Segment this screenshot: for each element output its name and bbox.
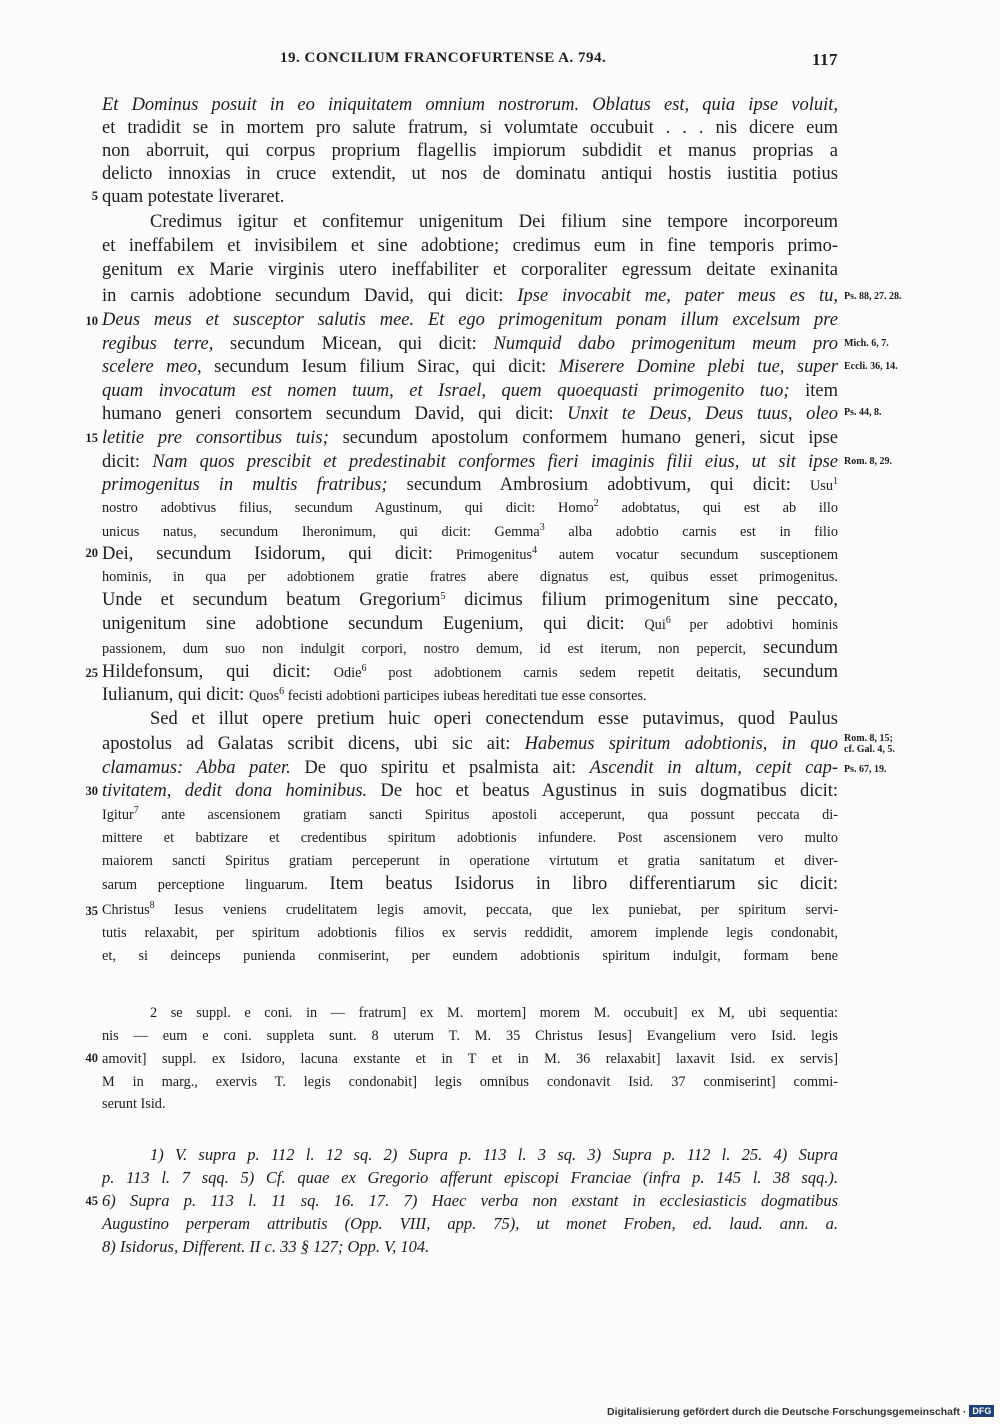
line-number: 20 [85, 546, 98, 560]
quotation: Unxit te Deus, Deus tuus, oleo [567, 404, 838, 424]
text-span: Dei, secundum Isidorum, qui dicit: [102, 544, 456, 564]
quotation: Nam quos prescibit et predestinabit conformes fieri imaginis filii eius, ut sit ipse [152, 452, 838, 472]
footnote-mark: 5 [440, 591, 446, 602]
text-line [102, 427, 838, 449]
quotation: clamamus: Abba pater. [102, 758, 291, 778]
quotation: Miserere Domine plebi tue, super [558, 357, 839, 377]
digitization-credit [607, 1405, 994, 1418]
text-line: genitum ex Marie virginis utero ineffabiliter et corporaliter egressum deitate exinanita [102, 260, 838, 280]
quotation: tivitatem, dedit dona hominibus. [102, 781, 368, 801]
margin-reference: Ps. 44, 8. [844, 407, 882, 418]
small-quote: Primogenitus [455, 547, 533, 563]
text-span: Igitur [102, 807, 134, 823]
margin-reference: Ps. 88, 27. 28. [844, 291, 902, 302]
line-number: 35 [85, 904, 98, 918]
quotation: scelere meo, [102, 357, 202, 377]
text-span: Homo [558, 500, 594, 516]
text-line [102, 543, 838, 565]
line-number: 10 [85, 314, 98, 328]
margin-reference: Ps. 67, 19. [844, 764, 887, 775]
text-line: delicto innoxias in cruce extendit, ut nos de dominatu antiqui hostis iustitia potius [102, 164, 838, 184]
text-line [102, 403, 838, 425]
line-number: 25 [85, 666, 98, 680]
footnote-mark: 7 [133, 805, 139, 816]
text-span: Item beatus Isidorus in libro differentiarum sic dicit: [307, 874, 838, 894]
footnote-mark: 1 [833, 476, 838, 487]
text-line [102, 497, 838, 519]
text-span: secundum Micean, qui dicit: [213, 334, 494, 354]
text-span: dicit: [102, 452, 153, 472]
text-span: secundum [762, 638, 838, 658]
small-quote: fecisti adobtioni participes iubeas hereditati tue esse consortes. [284, 688, 647, 704]
text-span: secundum [762, 662, 838, 682]
page-number: 117 [811, 50, 838, 69]
text-line: Deus meus et susceptor salutis mee. Et ego primogenitum ponam illum excelsum pre [102, 310, 838, 330]
text-span: Christus [102, 902, 150, 918]
text-span: unicus natus, secundum Iheronimum, qui dicit: [102, 524, 495, 540]
text-span: secundum Ambrosium adobtivum, qui dicit: [387, 475, 810, 495]
text-line [102, 757, 838, 779]
line-number: 30 [85, 784, 98, 798]
margin-reference: cf. Gal. 4, 5. [844, 744, 895, 755]
text-line [102, 684, 838, 706]
margin-reference: Eccli. 36, 14. [844, 361, 898, 372]
text-line [102, 333, 838, 355]
note-line: 8) Isidorus, Different. II c. 33 § 127; Opp. V, 104. [102, 1237, 430, 1256]
small-quote: Quos [248, 688, 280, 704]
text-span: secundum Iesum filium Sirac, qui dicit: [201, 357, 559, 377]
small-quote: post adobtionem carnis sedem repetit deitatis, [366, 665, 763, 681]
text-span: De quo spiritu et psalmista ait: [290, 758, 590, 778]
dfg-logo: DFG [969, 1405, 994, 1417]
text-line [102, 637, 838, 659]
text-line [102, 520, 838, 542]
note-line: Augustino perperam attributis (Opp. VIII, app. 75), ut monet Froben, ed. laud. ann. a. [102, 1214, 838, 1233]
footnote-mark: 8 [149, 900, 155, 911]
apparatus-line: M in marg., exervis T. legis condonabit] legis omnibus condonavit Isid. 37 conmiserint] commi- [102, 1074, 838, 1090]
small-quote: Usu [809, 478, 833, 494]
footnote-mark: 6 [361, 663, 367, 674]
text-line [102, 804, 838, 826]
text-span: Hildefonsum, qui dicit: [102, 662, 334, 682]
text-span: alba adobtio carnis est in filio [544, 524, 838, 540]
text-line [102, 451, 838, 473]
text-span: item [789, 381, 839, 401]
quotation: letitie pre consortibus tuis; [102, 428, 329, 448]
text-line: Sed et illut opere pretium huic operi conectendum esse putavimus, quod Paulus [150, 709, 838, 729]
footnote-mark: 6 [665, 615, 671, 626]
text-span: in carnis adobtione secundum David, qui dicit: [102, 286, 518, 306]
text-line: mittere et babtizare et credentibus spiritum adobtionis infundere. Post ascensionem vero multo [102, 830, 838, 846]
text-span: dicimus filium primogenitum sine peccato, [445, 590, 838, 610]
text-line [102, 589, 838, 611]
text-line [102, 780, 838, 802]
quotation: Numquid dabo primogenitum meum pro [493, 334, 838, 354]
margin-reference: Mich. 6, 7. [844, 338, 889, 349]
text-span: humano generi consortem secundum David, qui dicit: [102, 404, 568, 424]
apparatus-line: amovit] suppl. ex Isidoro, lacuna exstante et in T et in M. 36 relaxabit] laxavit Isid. ex servis] [102, 1051, 838, 1067]
text-line [102, 661, 838, 683]
quotation: Habemus spiritum adobtionis, in quo [524, 734, 838, 754]
text-span: Iulianum, qui dicit: [102, 685, 249, 705]
text-line [102, 899, 838, 921]
note-line: 1) V. supra p. 112 l. 12 sq. 2) Supra p. 113 l. 3 sq. 3) Supra p. 112 l. 25. 4) Supra [150, 1145, 838, 1164]
text-line: hominis, in qua per adobtionem gratie fratres abere dignatus est, quibus esset primogenitus. [102, 569, 838, 585]
note-line: p. 113 l. 7 sqq. 5) Cf. quae ex Gregorio afferunt episcopi Franciae (infra p. 145 l. 38 sqq.). [102, 1168, 838, 1187]
text-line [102, 873, 838, 895]
small-quote: sarum perceptione linguarum. [102, 877, 308, 893]
quotation: regibus terre, [102, 334, 214, 354]
small-quote: autem vocatur secundum susceptionem [537, 547, 838, 563]
text-line: maiorem sancti Spiritus gratiam perceperunt in operatione virtutum et gratia sanitatum et diver- [102, 853, 838, 869]
text-line: et, si deinceps punienda conmiserint, per eundem adobtionis spiritum indulgit, formam bene [102, 948, 838, 964]
text-line [102, 613, 838, 635]
quotation: primogenitus in multis fratribus; [102, 475, 388, 495]
apparatus-line: nis — eum e coni. suppleta sunt. 8 uterum T. M. 35 Christus Iesus] Evangelium vero Isid. legis [102, 1028, 838, 1044]
text-line: et tradidit se in mortem pro salute fratrum, si volumtate occubuit . . . nis dicere eum [102, 118, 838, 138]
line-number: 15 [85, 431, 98, 445]
small-quote: Qui [644, 617, 666, 633]
text-line: Credimus igitur et confitemur unigenitum Dei filium sine tempore incorporeum [150, 212, 838, 232]
quotation: quam invocatum est nomen tuum, et Israel, quem quoequasti primogenito tuo; [102, 381, 790, 401]
text-span: unigenitum sine adobtione secundum Eugenium, qui dicit: [102, 614, 645, 634]
note-line: 6) Supra p. 113 l. 11 sq. 16. 17. 7) Haec verba non exstant in ecclesiasticis dogmatibus [102, 1191, 838, 1210]
credit-text: Digitalisierung gefördert durch die Deutsche Forschungsgemeinschaft · [607, 1406, 967, 1418]
text-line: tutis relaxabit, per spiritum adobtionis filios ex servis reddidit, amorem implende legis condonabit, [102, 925, 838, 941]
footnote-mark: 2 [593, 498, 599, 509]
text-span: Unde et secundum beatum Gregorium [102, 590, 441, 610]
text-span: secundum apostolum conformem humano generi, sicut ipse [328, 428, 838, 448]
small-quote: per adobtivi hominis [670, 617, 838, 633]
text-span: Iesus veniens crudelitatem legis amovit, peccata, que lex puniebat, per spiritum servi- [154, 902, 838, 918]
footnote-mark: 4 [532, 545, 538, 556]
line-number: 45 [85, 1194, 98, 1208]
running-header [102, 50, 838, 74]
apparatus-line: 2 se suppl. e coni. in — fratrum] ex M. mortem] morem M. occubuit] ex M, ubi sequentia: [150, 1005, 838, 1021]
line-number: 40 [85, 1051, 98, 1065]
text-line [102, 285, 838, 307]
small-quote: passionem, dum suo non indulgit corpori, nostro demum, id est iterum, non pepercit, [102, 641, 763, 657]
footnote-mark: 3 [539, 522, 545, 533]
margin-reference: Rom. 8, 15; [844, 733, 893, 744]
text-line [102, 356, 838, 378]
text-line: non aborruit, qui corpus proprium flagellis impiorum subdidit et manus proprias a [102, 141, 838, 161]
text-line: Et Dominus posuit in eo iniquitatem omnium nostrorum. Oblatus est, quia ipse voluit, [102, 95, 838, 115]
text-span: De hoc et beatus Agustinus in suis dogmatibus dicit: [367, 781, 838, 801]
quotation: Ascendit in altum, cepit cap- [589, 758, 839, 778]
text-span: Gemma [494, 524, 540, 540]
text-span: apostolus ad Galatas scribit dicens, ubi sic ait: [102, 734, 525, 754]
text-line [102, 733, 838, 755]
text-line [102, 474, 838, 496]
text-span: adobtatus, qui est ab illo [598, 500, 839, 516]
text-span: nostro adobtivus filius, secundum Agustinum, qui dicit: [102, 500, 559, 516]
apparatus-line: serunt Isid. [102, 1096, 166, 1112]
quotation: Ipse invocabit me, pater meus es tu, [517, 286, 838, 306]
margin-reference: Rom. 8, 29. [844, 456, 893, 467]
line-number: 5 [91, 189, 98, 203]
text-line: et ineffabilem et invisibilem et sine adobtione; credimus eum in fine temporis primo- [102, 236, 838, 256]
text-line [102, 380, 838, 402]
text-span: ante ascensionem gratiam sancti Spiritus apostoli acceperunt, qua possunt peccata di- [138, 807, 838, 823]
running-title: 19. CONCILIUM FRANCOFURTENSE A. 794. [280, 50, 607, 66]
small-quote: Odie [333, 665, 362, 681]
text-line: quam potestate liveraret. [102, 187, 285, 207]
footnote-mark: 6 [279, 686, 285, 697]
